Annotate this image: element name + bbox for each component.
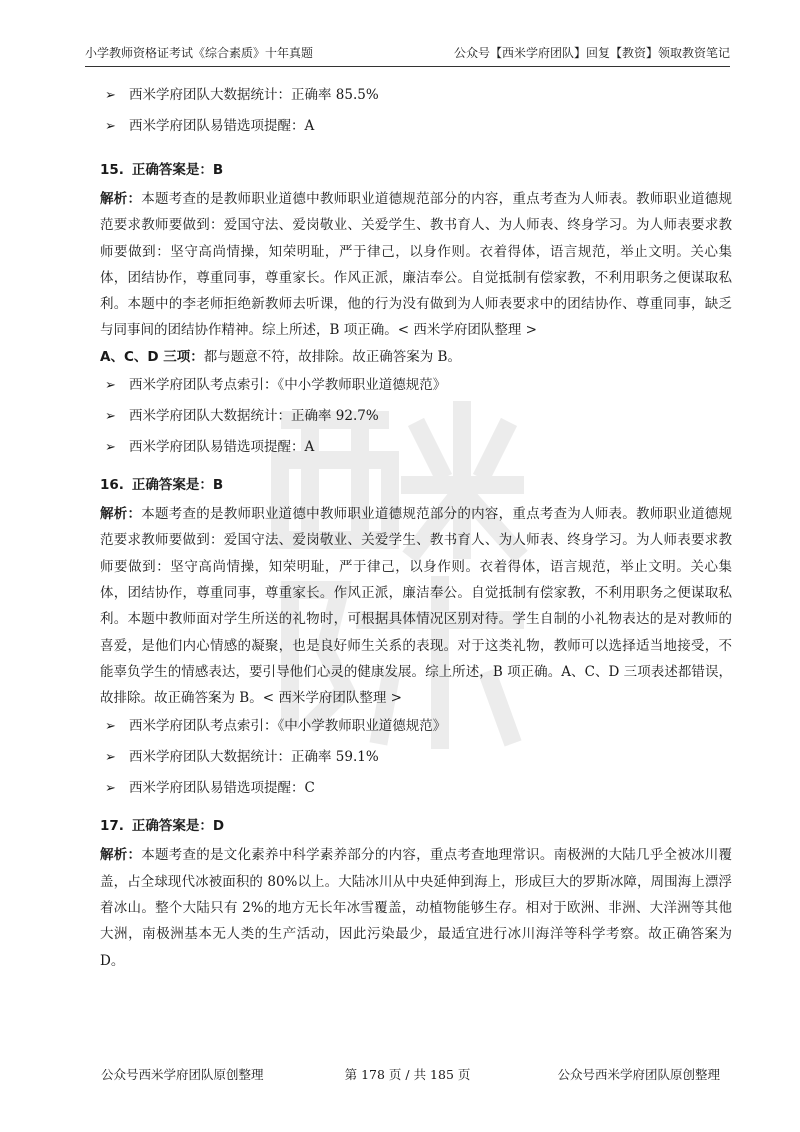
footer-right: 公众号西米学府团队原创整理	[557, 1067, 720, 1082]
arrow-bullet-icon: ➢	[105, 781, 116, 797]
footer-left: 公众号西米学府团队原创整理	[101, 1067, 264, 1082]
question-17-analysis: 解析：本题考查的是文化素养中科学素养部分的内容，重点考查地理常识。南极洲的大陆几乎全被冰川覆盖，占全球现代冰被面积的 80%以上。大陆冰川从中央延伸到海上，形成巨大的罗斯冰障，周围海上漂浮着冰山。整个大陆只有 2%的地方无长年冰雪覆盖，动植物能够生存。相对于欧洲、非洲、大洋洲等其他大洲，南极洲基本无人类的生产活动，因此污染最少，最适宜进行冰川海洋等科学考察。故正确答案为 D。	[100, 847, 732, 969]
arrow-bullet-icon: ➢	[105, 119, 116, 134]
question-16-title: 16. 正确答案是：B	[100, 477, 224, 494]
question-15-title: 15. 正确答案是：B	[100, 162, 224, 178]
arrow-bullet-icon: ➢	[105, 409, 116, 425]
question-15-other-options: A、C、D 三项：都与题意不符，故排除。故正确答案为 B。	[100, 348, 461, 365]
list-item: ➢ 西米学府团队考点索引：《中小学教师职业道德规范》	[100, 711, 732, 742]
list-item: ➢ 西米学府团队大数据统计：正确率 92.7%	[100, 401, 732, 432]
question-16-analysis: 解析：本题考查的是教师职业道德中教师职业道德规范部分的内容，重点考查为人师表。教师职业道德规范要求教师要做到：爱国守法、爱岗敬业、关爱学生、教书育人、为人师表、终身学习。为人师表要求教师要做到：坚守高尚情操，知荣明耻，严于律己，以身作则。衣着得体，语言规范，举止文明。关心集体，团结协作，尊重同事，尊重家长。作风正派，廉洁奉公。自觉抵制有偿家教，不利用职务之便谋取私利。本题中教师面对学生所送的礼物时，可根据具体情况区别对待。学生自制的小礼物表达的是对教师的喜爱，是他们内心情感的凝聚，也是良好师生关系的表现。对于这类礼物，教师可以选择适当地接受，不能辜负学生的情感表达，要引导他们心灵的健康发展。综上所述，B 项正确。A、C、D 三项表述都错误，故排除。故正确答案为 B。< 西米学府团队整理 >	[100, 506, 732, 707]
arrow-bullet-icon: ➢	[105, 750, 116, 766]
arrow-bullet-icon: ➢	[105, 440, 116, 456]
arrow-bullet-icon: ➢	[105, 719, 116, 735]
question-15-analysis: 解析：本题考查的是教师职业道德中教师职业道德规范部分的内容，重点考查为人师表。教师职业道德规范要求教师要做到：爱国守法、爱岗敬业、关爱学生、教书育人、为人师表、终身学习。为人师表要求教师要做到：坚守高尚情操，知荣明耻，严于律己，以身作则。衣着得体，语言规范，举止文明。关心集体，团结协作，尊重同事，尊重家长。作风正派，廉洁奉公。自觉抵制有偿家教，不利用职务之便谋取私利。本题中的李老师拒绝新教师去听课，他的行为没有做到为人师表要求中的团结协作、尊重同事，缺乏与同事间的团结协作精神。综上所述，B 项正确。< 西米学府团队整理 >	[100, 191, 732, 339]
page-footer	[85, 1063, 730, 1087]
header-title: 小学教师资格证考试《综合素质》十年真题	[85, 46, 314, 60]
page-header	[85, 40, 730, 67]
header-promo: 公众号【西米学府团队】回复【教资】领取教资笔记	[453, 46, 730, 60]
question-17-title: 17. 正确答案是：D	[100, 818, 225, 835]
list-item: ➢ 西米学府团队大数据统计：正确率 59.1%	[100, 742, 732, 773]
list-item: ➢ 西米学府团队考点索引：《中小学教师职业道德规范》	[100, 370, 732, 401]
arrow-bullet-icon: ➢	[105, 88, 116, 103]
list-item: ➢ 西米学府团队易错选项提醒：C	[100, 773, 732, 804]
page-number: 第 178 页 / 共 185 页	[344, 1067, 471, 1082]
list-item: ➢ 西米学府团队易错选项提醒：A	[100, 111, 732, 142]
list-item: ➢ 西米学府团队大数据统计：正确率 85.5%	[100, 80, 732, 111]
arrow-bullet-icon: ➢	[105, 378, 116, 394]
answer-content	[100, 80, 732, 974]
list-item: ➢ 西米学府团队易错选项提醒：A	[100, 432, 732, 463]
